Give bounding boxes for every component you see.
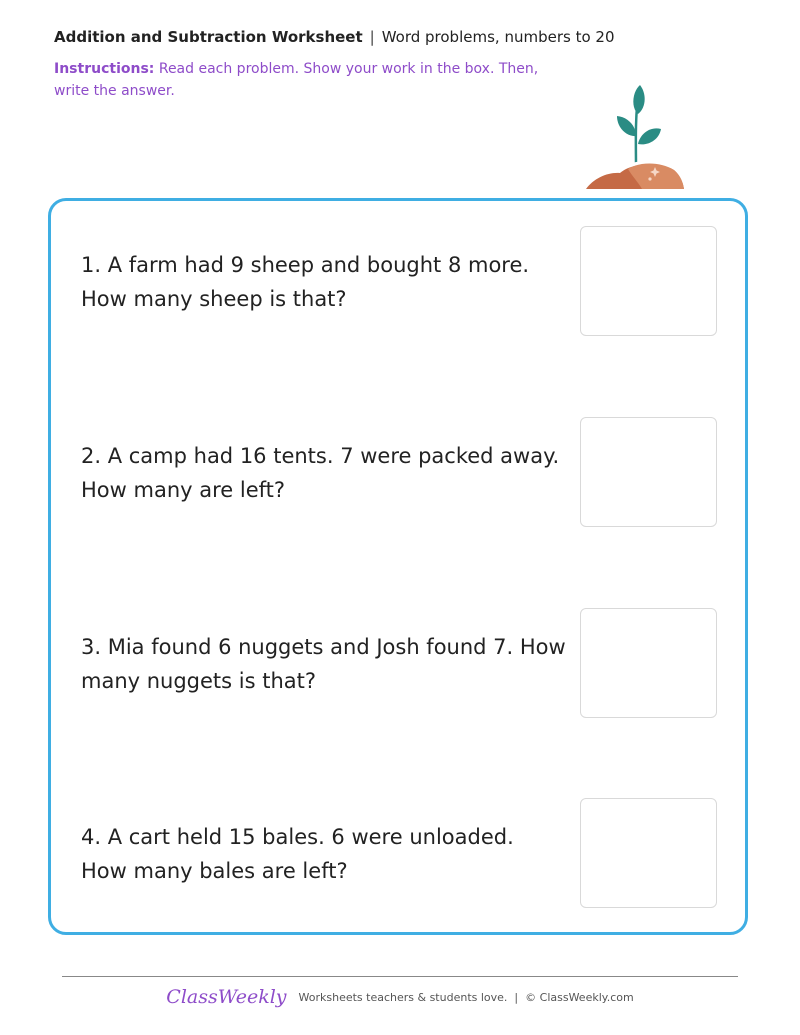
problem-4: 4. A cart held 15 bales. 6 were unloaded. How many bales are left? (81, 825, 514, 883)
answer-box-4[interactable] (580, 798, 717, 908)
problem-2: 2. A camp had 16 tents. 7 were packed away. How many are left? (81, 444, 560, 502)
footer-divider (62, 976, 738, 977)
worksheet-subtitle: Word problems, numbers to 20 (381, 28, 615, 46)
brand-logo: ClassWeekly (166, 986, 287, 1008)
footer-tagline: Worksheets teachers & students love. (298, 990, 508, 1004)
instructions (54, 58, 544, 102)
worksheet-header (54, 27, 614, 47)
instructions-text: Read each problem. Show your work in the box. Then, write the answer. (54, 61, 539, 99)
problem-1: 1. A farm had 9 sheep and bought 8 more. How many sheep is that? (81, 253, 530, 311)
instructions-label: Instructions: (54, 61, 155, 77)
header-separator: | (369, 28, 375, 46)
footer (0, 986, 800, 1008)
footer-separator: | (514, 990, 519, 1004)
answer-box-2[interactable] (580, 417, 717, 527)
sprout-icon (580, 82, 692, 194)
footer-copyright: © ClassWeekly.com (525, 990, 634, 1004)
answer-box-1[interactable] (580, 226, 717, 336)
worksheet-title: Addition and Subtraction Worksheet (54, 28, 363, 46)
answer-box-3[interactable] (580, 608, 717, 718)
problem-3: 3. Mia found 6 nuggets and Josh found 7. How many nuggets is that? (81, 635, 566, 693)
